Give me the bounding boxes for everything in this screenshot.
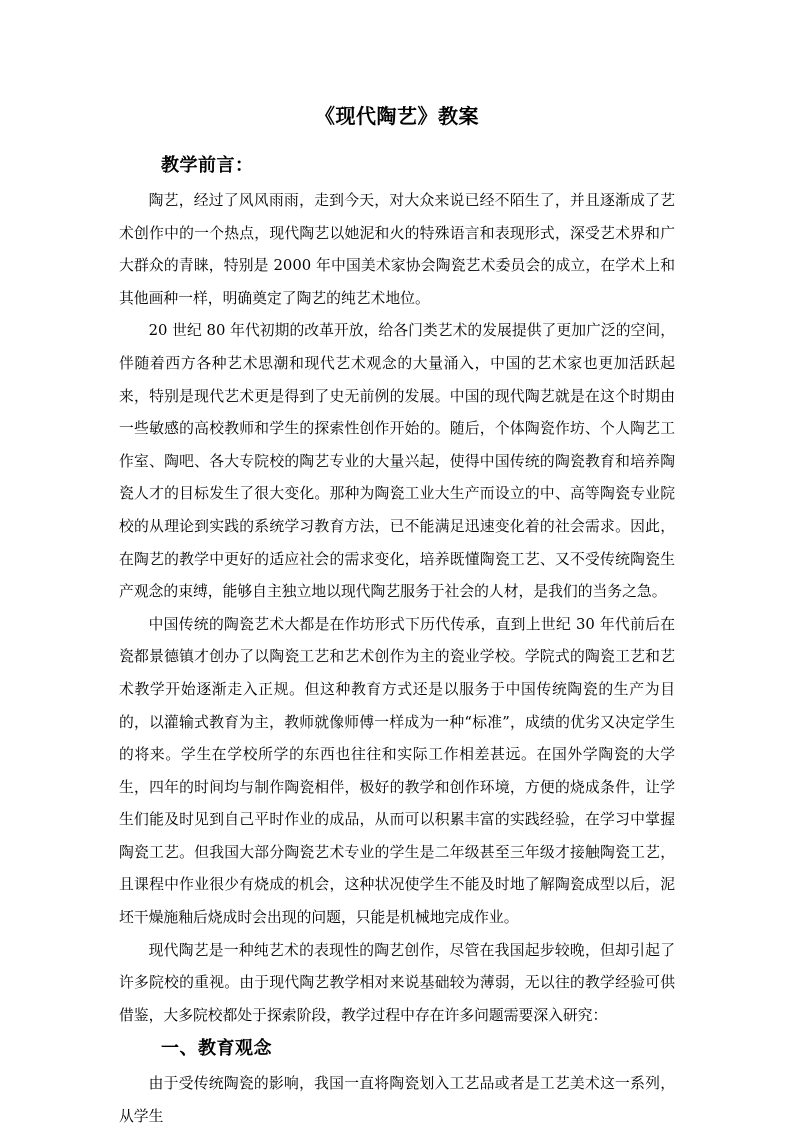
document-title: 《现代陶艺》教案 [315, 104, 479, 128]
document-body [119, 100, 675, 1134]
section-heading-education-concept: 一、教育观念 [161, 1038, 272, 1060]
paragraph-2: 20 世纪 80 年代初期的改革开放，给各门类艺术的发展提供了更加广泛的空间，伴随着西方各种艺术思潮和现代艺术观念的大量涌入，中国的艺术家也更加活跃起来，特别是现代艺术更是得到了史无前例的发展。中国的现代陶艺就是在这个时期由一些敏感的高校教师和学生的探索性创作开始的。随后，个体陶瓷作坊、个人陶艺工作室、陶吧、各大专院校的陶艺专业的大量兴起，使得中国传统的陶瓷教育和培养陶瓷人才的目标发生了很大变化。那种为陶瓷工业大生产而设立的中、高等陶瓷专业院校的从理论到实践的系统学习教育方法，已不能满足迅速变化着的社会需求。因此，在陶艺的教学中更好的适应社会的需求变化，培养既懂陶瓷工艺、又不受传统陶瓷生产观念的束缚，能够自主独立地以现代陶艺服务于社会的人材，是我们的当务之急。 [119, 322, 675, 601]
section1-paragraph: 由于受传统陶瓷的影响，我国一直将陶瓷划入工艺品或者是工艺美术这一系列，从学生 [119, 1075, 675, 1126]
paragraph-1: 陶艺，经过了风风雨雨，走到今天，对大众来说已经不陌生了，并且逐渐成了艺术创作中的一个热点，现代陶艺以她泥和火的特殊语言和表现形式，深受艺术界和广大群众的青睐，特别是 2000 年中国美术家协会陶瓷艺术委员会的成立，在学术上和其他画种一样，明确奠定了陶艺的纯艺术地位。 [119, 192, 675, 307]
preface-heading: 教学前言： [161, 155, 254, 176]
paragraph-3: 中国传统的陶瓷艺术大都是在作坊形式下历代传承，直到上世纪 30 年代前后在瓷都景德镇才创办了以陶瓷工艺和艺术创作为主的瓷业学校。学院式的陶瓷工艺和艺术教学开始逐渐走入正规。但这种教育方式还是以服务于中国传统陶瓷的生产为目的，以灌输式教育为主，教师就像师傅一样成为一种“标准”，成绩的优劣又决定学生的将来。学生在学校所学的东西也往往和实际工作相差甚远。在国外学陶瓷的大学生，四年的时间均与制作陶瓷相伴，极好的教学和创作环境，方便的烧成条件，让学生们能及时见到自己平时作业的成品，从而可以积累丰富的实践经验，在学习中掌握陶瓷工艺。但我国大部分陶瓷艺术专业的学生是二年级甚至三年级才接触陶瓷工艺，且课程中作业很少有烧成的机会，这种状况使学生不能及时地了解陶瓷成型以后，泥坯干燥施釉后烧成时会出现的问题，只能是机械地完成作业。 [119, 615, 675, 927]
paragraph-4: 现代陶艺是一种纯艺术的表现性的陶艺创作，尽管在我国起步较晚，但却引起了许多院校的重视。由于现代陶艺教学相对来说基础较为薄弱，无以往的教学经验可供借鉴，大多院校都处于探索阶段，教学过程中存在许多问题需要深入研究： [119, 941, 675, 1024]
